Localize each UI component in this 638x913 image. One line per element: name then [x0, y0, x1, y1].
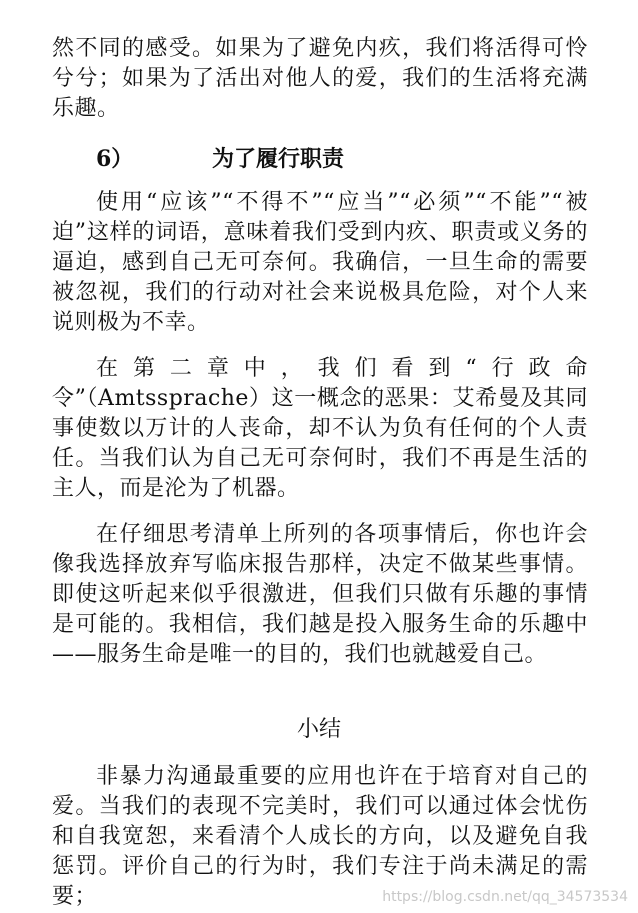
paragraph-summary: 非暴力沟通最重要的应用也许在于培育对自己的爱。当我们的表现不完美时，我们可以通过体会忧伤和自我宽恕，来看清个人成长的方向，以及避免自我惩罚。评价自己的行为时，我们专注于尚未满足的需要；: [52, 764, 588, 909]
section-heading: [96, 142, 344, 173]
paragraph-choice: 在仔细思考清单上所列的各项事情后，你也许会像我选择放弃写临床报告那样，决定不做某些事情。即使这听起来似乎很激进，但我们只做有乐趣的事情是可能的。我相信，我们越是投入服务生命的乐趣中——服务生命是唯一的目的，我们也就越爱自己。: [52, 522, 588, 667]
paragraph-amtssprache: 在第二章中，我们看到“行政命令”（Amtssprache）这一概念的恶果：艾希曼及其同事使数以万计的人丧命，却不认为负有任何的个人责任。当我们认为自己无可奈何时，我们不再是生活的主人，而是沦为了机器。: [52, 356, 588, 501]
watermark: https://blog.csdn.net/qq_34573534: [382, 889, 628, 905]
section-number: 6）: [96, 146, 134, 172]
section-title: 为了履行职责: [212, 146, 345, 172]
summary-title: 小结: [296, 717, 341, 742]
paragraph-continuation: 然不同的感受。如果为了避免内疚，我们将活得可怜兮兮；如果为了活出对他人的爱，我们的生活将充满乐趣。: [52, 36, 588, 121]
paragraph-obligation-words: 使用“应该”“不得不”“应当”“必须”“不能”“被迫”这样的词语，意味着我们受到内疚、职责或义务的逼迫，感到自己无可奈何。我确信，一旦生命的需要被忽视，我们的行动对社会来说极具危险，对个人来说则极为不幸。: [52, 190, 588, 335]
